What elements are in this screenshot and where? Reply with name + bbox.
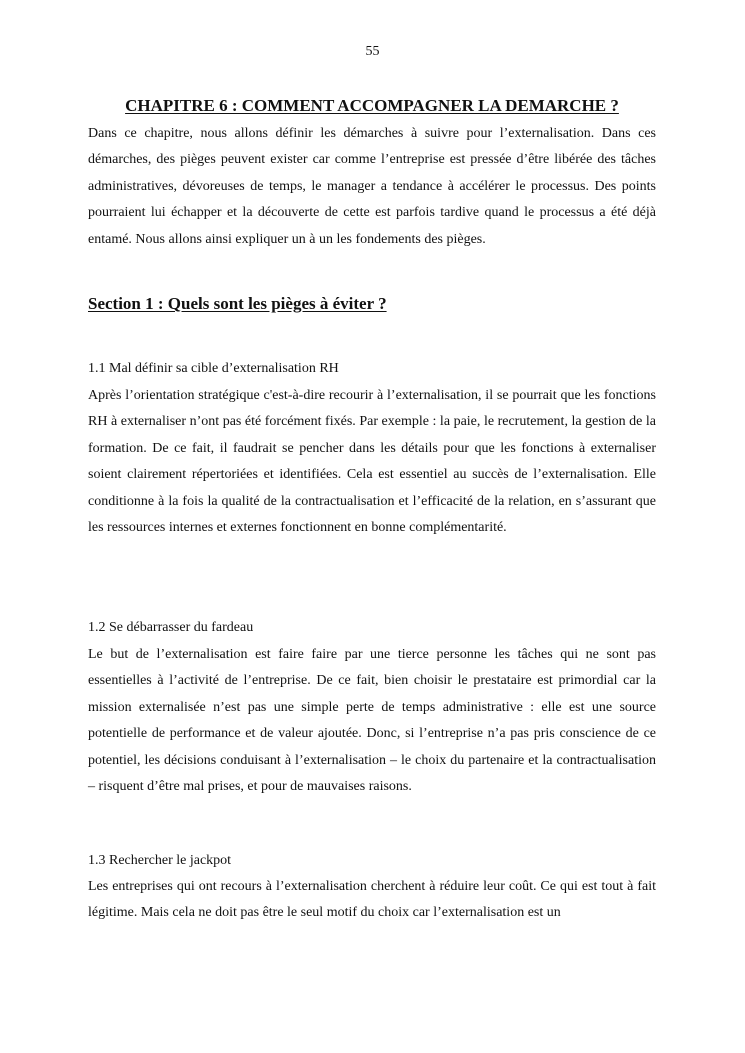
subsection-heading-1-1: 1.1 Mal définir sa cible d’externalisation RH: [88, 361, 339, 376]
subsection-paragraph-1-1: Après l’orientation stratégique c'est-à-dire recourir à l’externalisation, il se pourrait que les fonctions RH à externaliser n’ont pas été forcément fixés. Par exemple : la paie, le recrutement, la gestion de la formation. De ce fait, il faudrait se pencher dans les détails pour que les fonctions à externaliser soient clairement répertoriées et identifiées. Cela est essentiel au succès de l’externalisation. Elle conditionne à la fois la qualité de la contractualisation et l’efficacité de la relation, en s’assurant que les ressources internes et externes fonctionnent en bonne complémentarité.: [88, 388, 656, 536]
subsection-heading-1-2: 1.2 Se débarrasser du fardeau: [88, 620, 254, 635]
subsection-paragraph-1-3: Les entreprises qui ont recours à l’externalisation cherchent à réduire leur coût. Ce qui est tout à fait légitime. Mais cela ne doit pas être le seul motif du choix car l’externalisation est un: [88, 879, 656, 921]
page-number: 55: [365, 44, 380, 59]
subsection-heading-1-3: 1.3 Rechercher le jackpot: [88, 853, 232, 868]
chapter-title: CHAPITRE 6 : COMMENT ACCOMPAGNER LA DEMARCHE ?: [125, 96, 619, 115]
section-title: Section 1 : Quels sont les pièges à éviter ?: [88, 294, 387, 313]
subsection-paragraph-1-2: Le but de l’externalisation est faire faire par une tierce personne les tâches qui ne sont pas essentielles à l’activité de l’entreprise. De ce fait, bien choisir le prestataire est primordial car la mission externalisée n’est pas une simple perte de temps administrative : elle est une source potentielle de performance et de valeur ajoutée. Donc, si l’entreprise n’a pas pris conscience de ce potentiel, les décisions conduisant à l’externalisation – le choix du partenaire et la contractualisation – risquent d’être mal prises, et pour de mauvaises raisons.: [88, 647, 656, 795]
chapter-intro-paragraph: Dans ce chapitre, nous allons définir les démarches à suivre pour l’externalisation. Dans ces démarches, des pièges peuvent exister car comme l’entreprise est pressée d’être libérée des tâches administratives, dévoreuses de temps, le manager a tendance à accélérer le processus. Des points pourraient lui échapper et la découverte de cette est parfois tardive quand le processus a été déjà entamé. Nous allons ainsi expliquer un à un les fondements des pièges.: [88, 126, 656, 247]
